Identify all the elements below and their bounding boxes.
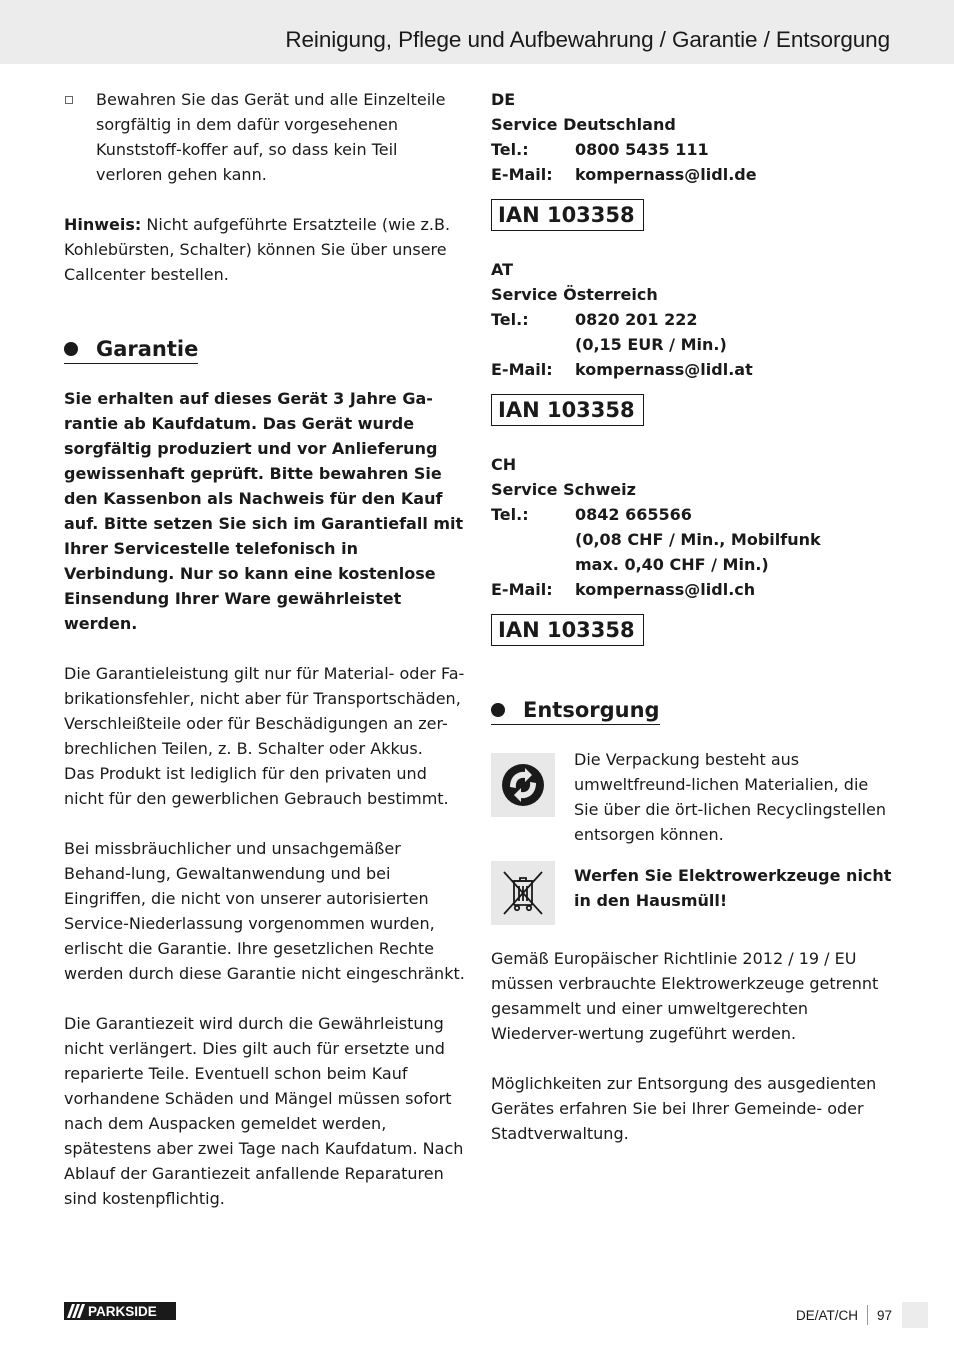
bullet-dot-icon — [491, 703, 505, 717]
ian-box: IAN 103358 — [491, 199, 644, 231]
guarantee-heading — [64, 335, 198, 364]
bullet-dot-icon — [64, 342, 78, 356]
tel-label: Tel.: — [491, 140, 529, 159]
guarantee-para-4: Die Garantiezeit wird durch die Gewährleistung nicht verlängert. Dies gilt auch für ersetzte und reparierte Teile. Eventuell schon beim Kauf vorhandene Schäden und Mängel müssen sofort nach dem Auspacken gemeldet werden, spätestens aber zwei Tage nach Kaufdatum. Nach Ablauf der Garantiezeit anfallende Reparaturen sind kostenpflichtig. — [64, 1014, 464, 1208]
service-tel-note-row — [491, 332, 895, 357]
ian-wrap-de — [491, 199, 895, 231]
ian-wrap-at — [491, 394, 895, 426]
brand-text: PARKSIDE — [88, 1304, 157, 1319]
service-name: Service Österreich — [491, 285, 658, 304]
service-block-de — [491, 87, 895, 187]
mail-label: E-Mail: — [491, 360, 553, 379]
service-country: CH — [491, 455, 517, 474]
disposal-heading-text: Entsorgung — [523, 698, 660, 722]
note-label: Hinweis: — [64, 215, 142, 234]
note-text: Nicht aufgeführte Ersatzteile (wie z.B. Kohlebürsten, Schalter) können Sie über unsere Callcenter bestellen. — [64, 215, 451, 284]
tel-label: Tel.: — [491, 310, 529, 329]
ian-box: IAN 103358 — [491, 394, 644, 426]
tel-number: 0820 201 222 — [575, 310, 698, 329]
service-name: Service Schweiz — [491, 480, 636, 499]
service-mail-row — [491, 357, 895, 382]
service-tel-row — [491, 502, 895, 527]
page-title: Reinigung, Pflege und Aufbewahrung / Garantie / Entsorgung — [285, 27, 890, 52]
footer-countries: DE/AT/CH — [795, 1307, 858, 1323]
service-country: AT — [491, 260, 514, 279]
footer-page-info — [796, 1302, 928, 1328]
tel-note: (0,08 CHF / Min., Mobilfunk — [575, 530, 821, 549]
ian-wrap-ch — [491, 614, 895, 646]
tel-number: 0800 5435 111 — [575, 140, 709, 159]
packaging-row — [491, 747, 895, 847]
mail-address: kompernass@lidl.de — [575, 165, 757, 184]
mail-address: kompernass@lidl.ch — [575, 580, 756, 599]
service-tel-note-row — [491, 527, 895, 552]
guarantee-para-1: Die Garantieleistung gilt nur für Material- oder Fa-brikationsfehler, nicht aber für Transportschäden, Verschleißteile oder für Beschädigungen an zer-brechlichen Teilen, z. B. Schalter oder Akkus. — [64, 664, 465, 758]
guarantee-heading-text: Garantie — [96, 337, 199, 361]
disposal-heading — [491, 696, 660, 725]
service-country: DE — [491, 90, 516, 109]
footer-separator — [867, 1305, 868, 1325]
service-block-at — [491, 257, 895, 382]
page-tab-marker — [902, 1302, 928, 1328]
guarantee-para-2: Das Produkt ist lediglich für den privaten und nicht für den gewerblichen Gebrauch bestimmt. — [64, 764, 449, 808]
tel-note: (0,15 EUR / Min.) — [575, 335, 727, 354]
service-tel-row — [491, 307, 895, 332]
tel-number: 0842 665566 — [575, 505, 692, 524]
storage-bullet-text: Bewahren Sie das Gerät und alle Einzelteile sorgfältig in dem dafür vorgesehenen Kunststoff-koffer auf, so dass kein Teil verloren gehen kann. — [96, 90, 446, 184]
service-block-ch — [491, 452, 895, 602]
packaging-text: Die Verpackung besteht aus umweltfreund-lichen Materialien, die Sie über die ört-lichen Recyclingstellen entsorgen können. — [574, 750, 886, 844]
directive-text: Gemäß Europäischer Richtlinie 2012 / 19 / EU müssen verbrauchte Elektrowerkzeuge getrennt gesammelt und einer umweltgerechten Wiederver-wertung zugeführt werden. — [491, 949, 879, 1043]
mail-address: kompernass@lidl.at — [575, 360, 753, 379]
page-number: 97 — [876, 1307, 892, 1323]
crossed-bin-icon — [491, 861, 555, 925]
mail-label: E-Mail: — [491, 580, 553, 599]
service-mail-row — [491, 577, 895, 602]
checkbox-bullet-icon — [65, 96, 73, 104]
guarantee-para-3: Bei missbräuchlicher und unsachgemäßer Behand-lung, Gewaltanwendung und bei Eingriffen, die nicht von unserer autorisierten Service-Niederlassung vorgenommen wurden, erlischt die Garantie. Ihre gesetzlichen Rechte werden durch diese Garantie nicht eingeschränkt. — [64, 839, 465, 983]
weee-row — [491, 855, 895, 925]
note-paragraph — [64, 212, 466, 287]
storage-bullet — [64, 87, 466, 187]
service-tel-note-row — [491, 552, 895, 577]
tel-note: max. 0,40 CHF / Min.) — [575, 555, 769, 574]
right-column — [491, 87, 895, 1146]
ian-box: IAN 103358 — [491, 614, 644, 646]
guarantee-bold-text: Sie erhalten auf dieses Gerät 3 Jahre Ga-rantie ab Kaufdatum. Das Gerät wurde sorgfältig produziert und vor Anlieferung gewissenhaft geprüft. Bitte bewahren Sie den Kassenbon als Nachweis für den Kauf auf. Bitte setzen Sie sich im Garantiefall mit Ihrer Servicestelle telefonisch in Verbindung. Nur so kann eine kostenlose Einsendung Ihrer Ware gewährleistet werden. — [64, 389, 464, 633]
weee-text: Werfen Sie Elektrowerkzeuge nicht in den Hausmüll! — [574, 866, 892, 910]
service-mail-row — [491, 162, 895, 187]
options-text: Möglichkeiten zur Entsorgung des ausgedienten Gerätes erfahren Sie bei Ihrer Gemeinde- oder Stadtverwaltung. — [491, 1074, 877, 1143]
green-dot-icon — [491, 753, 555, 817]
guarantee-heading-wrap — [64, 335, 466, 364]
tel-label: Tel.: — [491, 505, 529, 524]
service-tel-row — [491, 137, 895, 162]
left-column — [64, 87, 466, 1211]
service-name: Service Deutschland — [491, 115, 676, 134]
mail-label: E-Mail: — [491, 165, 553, 184]
parkside-logo — [64, 1302, 176, 1320]
disposal-heading-wrap — [491, 696, 895, 725]
